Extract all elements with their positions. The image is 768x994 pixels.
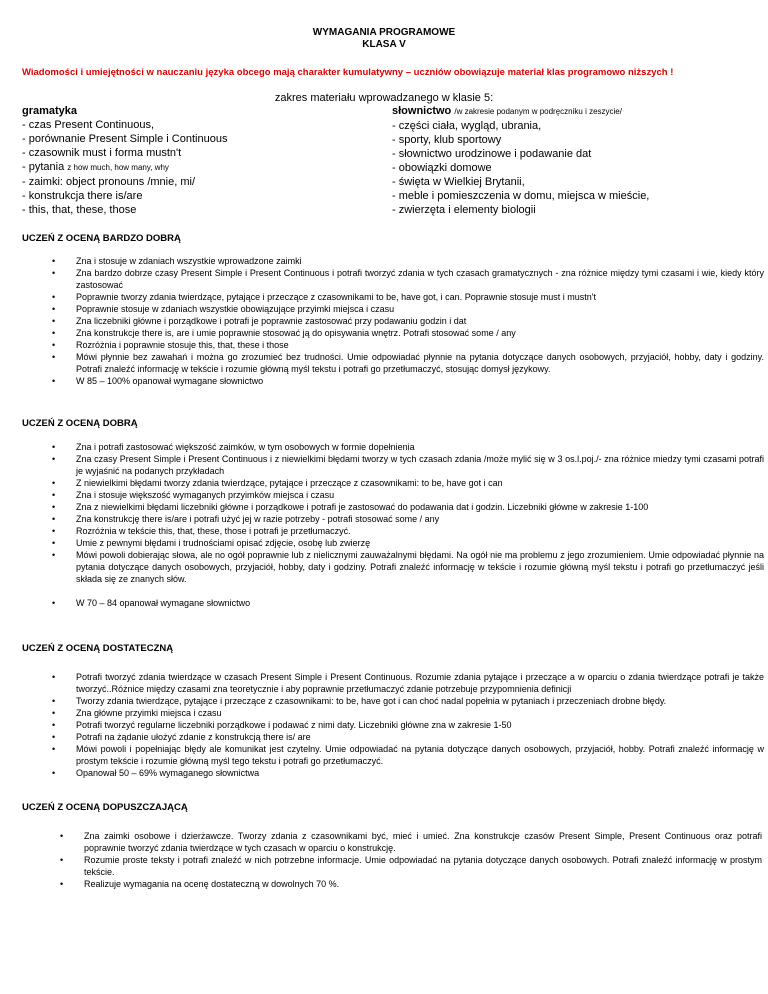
list-item <box>52 477 764 489</box>
list-item <box>52 597 764 609</box>
bullet-icon: • <box>52 732 56 742</box>
list-item-text: Mówi powoli dobierając słowa, ale no ogół poprawnie lub z nielicznymi zauważalnymi błędami. Na ogół nie ma problemu z jego zrozumieniem. Umie odpowiadać płynnie na pytania dotyczące danych osobowych, przyjaciół, hobby, daty i godziny. Potrafi znaleźć informację w tekście i rozumie główną myśl tekstu i potrafi go przetłumaczyć jeśli składa się ze znanych słów. <box>76 550 764 584</box>
vocabulary-item: - zwierzęta i elementy biologii <box>392 204 536 216</box>
list-item-text: Mówi płynnie bez zawahań i można go zrozumieć bez trudności. Umie odpowiadać płynnie na pytania dotyczące danych osobowych, przyjaciół, hobby, daty i godziny. Potrafi znaleźć informację w tekście i rozumie główną myśl tekstu i potrafi go przetłumaczyć, stosując domysł językowy. <box>76 352 764 374</box>
list-item-text: Potrafi tworzyć zdania twierdzące w czasach Present Simple i Present Continuous. Rozumie zdania pytające i przeczące a w oparciu o zdania twierdzące potrafi je także tworzyć..Różnice między czasami zna teoretycznie i aby poprawnie przetłumaczyć zdanie potrzebuje przypomnienia definicji <box>76 672 764 694</box>
list-item-text: Zna i stosuje większość wymaganych przyimków miejsca i czasu <box>76 490 335 500</box>
bullet-icon: • <box>52 340 56 350</box>
grammar-column <box>22 104 352 217</box>
grammar-item: - porównanie Present Simple i Continuous <box>22 133 228 145</box>
list-item-text: Opanował 50 – 69% wymaganego słownictwa <box>76 768 260 778</box>
list-item <box>52 767 764 779</box>
list-item-text: Zna z niewielkimi błędami liczebniki główne i porządkowe i potrafi je zastosować do podawania dat i godzin. Liczebniki główne w zakresie 1-100 <box>76 502 649 512</box>
list-item-text: Rozumie proste teksty i potrafi znaleźć w nich potrzebne informacje. Umie odpowiadać na pytania dotyczące danych osobowych. Potrafi znaleźć informację w prostym tekście. <box>84 855 762 877</box>
cumulative-warning: Wiadomości i umiejętności w nauczaniu języka obcego mają charakter kumulatywny – uczniów obowiązuje materiał klas programowo niższych ! <box>22 67 674 78</box>
grammar-item <box>22 160 352 175</box>
list-item-text: Zna konstrukcję there is/are i potrafi użyć jej w razie potrzeby - potrafi stosować some / any <box>76 514 440 524</box>
list-item <box>52 731 764 743</box>
bullet-icon: • <box>52 292 56 302</box>
list-item <box>52 513 764 525</box>
grammar-item: - this, that, these, those <box>22 204 137 216</box>
bullet-icon: • <box>52 256 56 266</box>
bullet-icon: • <box>52 376 56 386</box>
bullet-icon: • <box>52 490 56 500</box>
list-item <box>52 267 764 291</box>
section-title-satisfactory: UCZEŃ Z OCENĄ DOSTATECZNĄ <box>22 643 174 654</box>
list-item <box>60 878 762 890</box>
list-item-text: Zna i stosuje w zdaniach wszystkie wprowadzone zaimki <box>76 256 302 266</box>
list-item <box>52 501 764 513</box>
list-item-text: Potrafi tworzyć regularne liczebniki porządkowe i podawać z nimi daty. Liczebniki główne zna w zakresie 1-50 <box>76 720 512 730</box>
bullet-icon: • <box>52 478 56 488</box>
bullet-icon: • <box>52 526 56 536</box>
list-item-text: Zna konstrukcje there is, are i umie poprawnie stosować ją do opisywania wnętrz. Potrafi stosować some / any <box>76 328 516 338</box>
bullet-icon: • <box>52 502 56 512</box>
bullet-icon: • <box>52 514 56 524</box>
bullet-icon: • <box>52 672 56 682</box>
grammar-item: - czasownik must i forma mustn't <box>22 147 182 159</box>
list-item <box>52 719 764 731</box>
list-item-text: Mówi powoli i popełniając błędy ale komunikat jest czytelny. Umie odpowiadać na pytania dotyczące danych osobowych, przyjaciół, hobby. Potrafi znaleźć informację w prostym tekście i rozumie główną myśl tego tekstu i potrafi go przetłumaczyć. <box>76 744 764 766</box>
list-item-text: Zna i potrafi zastosować większość zaimków, w tym osobowych w formie dopełnienia <box>76 442 415 452</box>
list-item <box>60 854 762 878</box>
section-list-sufficient <box>60 830 762 890</box>
vocabulary-heading: słownictwo <box>392 105 452 117</box>
bullet-icon: • <box>52 708 56 718</box>
vocabulary-item: - części ciała, wygląd, ubrania, <box>392 120 542 132</box>
list-item <box>52 695 764 707</box>
list-item-text: Potrafi na żądanie ułożyć zdanie z konstrukcją there is/ are <box>76 732 311 742</box>
list-item-text: W 70 – 84 opanował wymagane słownictwo <box>76 598 251 608</box>
section-list-very-good <box>52 255 764 387</box>
grammar-item-note: z how much, how many, why <box>67 163 169 172</box>
list-item <box>52 327 764 339</box>
vocabulary-item: - święta w Wielkiej Brytanii, <box>392 176 525 188</box>
list-item <box>52 375 764 387</box>
bullet-icon: • <box>52 328 56 338</box>
bullet-icon: • <box>52 696 56 706</box>
list-item <box>52 303 764 315</box>
bullet-icon: • <box>52 768 56 778</box>
list-item <box>52 743 764 767</box>
section-title-good: UCZEŃ Z OCENĄ DOBRĄ <box>22 418 138 429</box>
bullet-icon: • <box>52 720 56 730</box>
section-list-satisfactory <box>52 671 764 779</box>
bullet-icon: • <box>52 442 56 452</box>
vocabulary-item: - sporty, klub sportowy <box>392 134 502 146</box>
bullet-icon: • <box>60 831 64 841</box>
grammar-item: - konstrukcja there is/are <box>22 190 143 202</box>
bullet-icon: • <box>52 268 56 278</box>
list-item-text: Zna czasy Present Simple i Present Continuous i z niewielkimi błędami tworzy w tych czasach zdania /może mylić się w 3 os.l.poj./- zna różnice miedzy tymi czasami potrafi je wyjaśnić na podanych przykładach <box>76 454 764 476</box>
section-title-sufficient: UCZEŃ Z OCENĄ DOPUSZCZAJĄCĄ <box>22 802 188 813</box>
vocabulary-item: - meble i pomieszczenia w domu, miejsca w mieście, <box>392 190 650 202</box>
list-item <box>52 441 764 453</box>
bullet-icon: • <box>52 538 56 548</box>
vocabulary-item: - obowiązki domowe <box>392 162 492 174</box>
list-item <box>52 315 764 327</box>
list-item <box>52 525 764 537</box>
bullet-icon: • <box>52 550 56 560</box>
list-item <box>52 489 764 501</box>
list-item <box>52 339 764 351</box>
list-item-text: Zna liczebniki główne i porządkowe i potrafi je poprawnie zastosować przy podawaniu godzin i dat <box>76 316 467 326</box>
scope-heading: zakres materiału wprowadzanego w klasie 5: <box>274 92 494 104</box>
list-item-text: Zna główne przyimki miejsca i czasu <box>76 708 222 718</box>
list-item <box>52 537 764 549</box>
bullet-icon: • <box>60 879 64 889</box>
list-item-text: Poprawnie stosuje w zdaniach wszystkie obowiązujące przyimki miejsca i czasu <box>76 304 395 314</box>
list-item-text: Rozróżnia w tekście this, that, these, those i potrafi je przetłumaczyć. <box>76 526 351 536</box>
list-item-text: Zna zaimki osobowe i dzierżawcze. Tworzy zdania z czasownikami być, mieć i umieć. Zna konstrukcje czasów Present Simple, Present Continuous oraz potrafi poprawnie tworzyć zdania twierdzące w tych czasach w oparciu o konstrukcję. <box>84 831 762 853</box>
bullet-icon: • <box>52 744 56 754</box>
bullet-icon: • <box>52 454 56 464</box>
bullet-icon: • <box>60 855 64 865</box>
list-item-text: Zna bardzo dobrze czasy Present Simple i Present Continuous i potrafi tworzyć zdania w tych czasach gramatycznych - zna różnice między tymi czasami i wie, kiedy który zastosować <box>76 268 764 290</box>
grammar-item: - zaimki: object pronouns /mnie, mi/ <box>22 176 196 188</box>
list-item-text: Poprawnie tworzy zdania twierdzące, pytające i przeczące z czasownikami to be, have got, i can. Poprawnie stosuje must i mustn't <box>76 292 596 302</box>
list-item <box>52 671 764 695</box>
bullet-icon: • <box>52 304 56 314</box>
vocabulary-note: /w zakresie podanym w podręczniku i zeszycie/ <box>454 107 622 116</box>
list-item <box>52 707 764 719</box>
grammar-item: - czas Present Continuous, <box>22 119 155 131</box>
bullet-icon: • <box>52 598 56 608</box>
section-list-good <box>52 441 764 609</box>
list-item <box>52 291 764 303</box>
grammar-heading: gramatyka <box>22 105 78 117</box>
grammar-item-label: - pytania <box>22 161 65 173</box>
list-item-text: Tworzy zdania twierdzące, pytające i przeczące z czasownikami: to be, have got i can choć nadal popełnia w pytaniach i przeczeniach drobne błędy. <box>76 696 667 706</box>
document-subtitle: KLASA V <box>362 39 406 50</box>
section-title-very-good: UCZEŃ Z OCENĄ BARDZO DOBRĄ <box>22 233 181 244</box>
list-item <box>52 453 764 477</box>
vocabulary-column <box>392 104 762 217</box>
list-item <box>52 351 764 375</box>
list-item-text: Rozróżnia i poprawnie stosuje this, that, these i those <box>76 340 289 350</box>
list-item-text: Umie z pewnymi błędami i trudnościami opisać zdjęcie, osobę lub zwierzę <box>76 538 371 548</box>
list-item-text: Realizuje wymagania na ocenę dostateczną w dowolnych 70 %. <box>84 879 340 889</box>
document-title: WYMAGANIA PROGRAMOWE <box>312 27 456 38</box>
bullet-icon: • <box>52 352 56 362</box>
list-item-text: W 85 – 100% opanował wymagane słownictwo <box>76 376 264 386</box>
list-item <box>60 830 762 854</box>
bullet-icon: • <box>52 316 56 326</box>
list-item <box>52 255 764 267</box>
list-item <box>52 549 764 585</box>
vocabulary-item: - słownictwo urodzinowe i podawanie dat <box>392 148 592 160</box>
list-item-text: Z niewielkimi błędami tworzy zdania twierdzące, pytające i przeczące z czasownikami: to be, have got i can <box>76 478 503 488</box>
